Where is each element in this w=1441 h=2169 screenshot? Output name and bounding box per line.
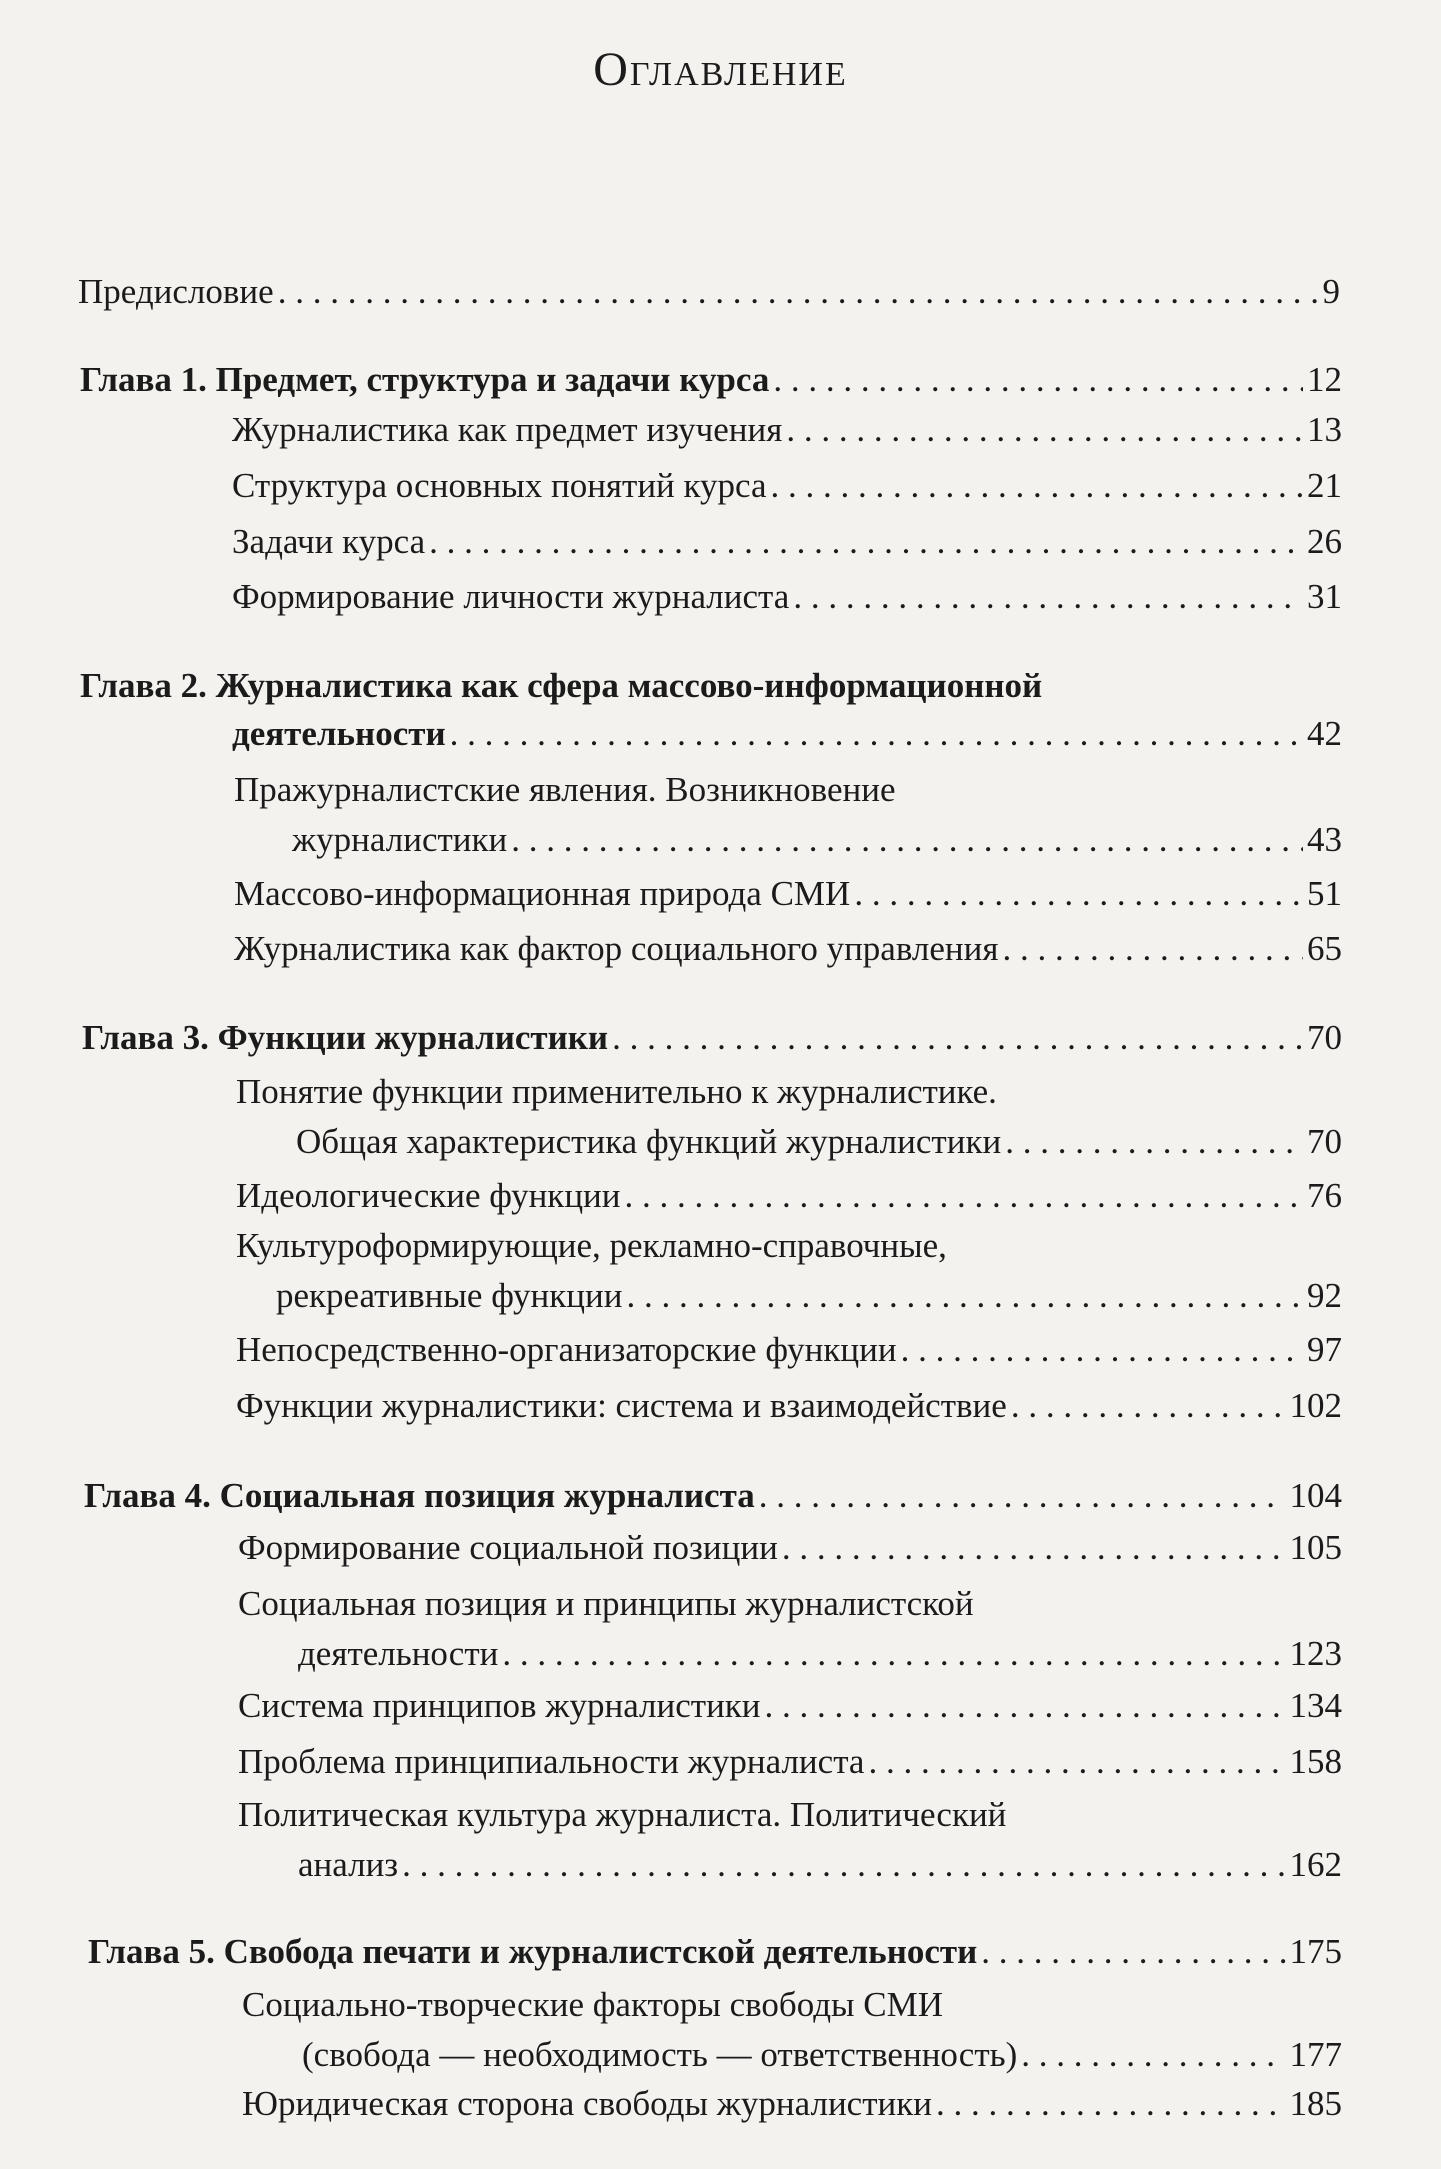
toc-entry-label: Глава 5. Свобода печати и журналистской деятельности	[88, 1932, 978, 1971]
toc-section[interactable]	[242, 2084, 1342, 2124]
dot-leader	[868, 1742, 1285, 1782]
toc-section[interactable]	[238, 1584, 1342, 1674]
dot-leader	[278, 272, 1319, 312]
dot-leader	[502, 1634, 1285, 1674]
toc-page-number: 76	[1307, 1176, 1342, 1215]
toc-page-number: 43	[1307, 820, 1342, 859]
toc-page-number: 175	[1289, 1932, 1342, 1971]
toc-section[interactable]	[238, 1686, 1342, 1726]
toc-entry-label: Глава 1. Предмет, структура и задачи курса	[80, 360, 770, 399]
toc-section[interactable]	[232, 410, 1342, 450]
dot-leader	[626, 1276, 1303, 1316]
dot-leader	[1021, 2035, 1285, 2075]
toc-entry-label: Понятие функции применительно к журналистике.	[236, 1072, 997, 1111]
dot-leader	[625, 1176, 1303, 1216]
toc-page-number: 65	[1307, 929, 1342, 968]
toc-chapter-3[interactable]	[82, 1018, 1342, 1058]
toc-entry-label: Предисловие	[78, 272, 274, 311]
toc-entry-label: Социально-творческие факторы свободы СМИ	[242, 1985, 944, 2024]
toc-page-number: 92	[1307, 1276, 1342, 1315]
toc-entry-label: Проблема принципиальности журналиста	[238, 1742, 865, 1781]
dot-leader	[1002, 929, 1303, 969]
toc-entry-label: Журналистика как предмет изучения	[232, 410, 783, 449]
toc-section[interactable]	[238, 1528, 1342, 1568]
toc-entry-label: Глава 4. Социальная позиция журналиста	[84, 1476, 755, 1515]
toc-section[interactable]	[234, 929, 1342, 969]
toc-entry-preface[interactable]	[78, 272, 1340, 312]
dot-leader	[793, 577, 1303, 617]
dot-leader	[429, 522, 1303, 562]
toc-page-number: 123	[1289, 1634, 1342, 1673]
toc-entry-label-continued: рекреативные функции	[276, 1276, 623, 1315]
toc-section[interactable]	[234, 874, 1342, 914]
toc-section[interactable]	[236, 1176, 1342, 1216]
toc-page-number: 13	[1307, 410, 1342, 449]
toc-entry-label-continued: (свобода — необходимость — ответственность)	[302, 2035, 1018, 2074]
dot-leader	[771, 466, 1303, 506]
dot-leader	[1011, 1386, 1286, 1426]
dot-leader	[511, 820, 1303, 860]
toc-page-number: 51	[1307, 874, 1342, 913]
toc-entry-label: Массово-информационная природа СМИ	[234, 874, 851, 913]
toc-section[interactable]	[236, 1330, 1342, 1370]
toc-entry-label: Социальная позиция и принципы журналистской	[238, 1584, 974, 1623]
toc-section[interactable]	[234, 770, 1342, 860]
toc-page-number: 70	[1307, 1018, 1342, 1057]
toc-chapter-1[interactable]	[80, 360, 1342, 400]
toc-section[interactable]	[232, 522, 1342, 562]
toc-page-number: 9	[1322, 272, 1340, 311]
toc-page-number: 162	[1289, 1845, 1342, 1884]
toc-page-number: 104	[1289, 1476, 1342, 1515]
dot-leader	[854, 874, 1303, 914]
dot-leader	[981, 1932, 1285, 1972]
toc-page-number: 102	[1289, 1386, 1342, 1425]
toc-entry-label: Структура основных понятий курса	[232, 466, 767, 505]
toc-section[interactable]	[242, 1985, 1342, 2075]
dot-leader	[612, 1018, 1303, 1058]
dot-leader	[1005, 1122, 1303, 1162]
toc-page-number: 158	[1289, 1742, 1342, 1781]
dot-leader	[901, 1330, 1303, 1370]
toc-section[interactable]	[232, 466, 1342, 506]
dot-leader	[773, 360, 1303, 400]
dot-leader	[765, 1686, 1286, 1726]
toc-entry-label: Система принципов журналистики	[238, 1686, 761, 1725]
toc-entry-label: Журналистика как фактор социального управления	[234, 929, 999, 968]
toc-page-number: 31	[1307, 577, 1342, 616]
toc-entry-label: Юридическая сторона свободы журналистики	[242, 2084, 932, 2123]
toc-page-number: 21	[1307, 466, 1342, 505]
toc-page-number: 12	[1307, 360, 1342, 399]
toc-entry-label: Идеологические функции	[236, 1176, 621, 1215]
toc-page-number: 177	[1289, 2035, 1342, 2074]
toc-page-number: 26	[1307, 522, 1342, 561]
toc-entry-label-continued: Общая характеристика функций журналистики	[296, 1122, 1002, 1161]
toc-page-number: 97	[1307, 1330, 1342, 1369]
toc-section[interactable]	[232, 577, 1342, 617]
toc-chapter-4[interactable]	[84, 1476, 1342, 1516]
toc-entry-label: Глава 2. Журналистика как сфера массово-информационной	[80, 666, 1043, 705]
dot-leader	[936, 2084, 1286, 2124]
toc-entry-label-continued: журналистики	[292, 820, 508, 859]
toc-page-number: 185	[1289, 2084, 1342, 2123]
toc-section[interactable]	[238, 1795, 1342, 1885]
toc-page-number: 42	[1307, 714, 1342, 753]
toc-entry-label-continued: анализ	[298, 1845, 399, 1884]
toc-entry-label-continued: деятельности	[298, 1634, 499, 1673]
page-title: Оглавление	[593, 43, 848, 96]
toc-page-number: 105	[1289, 1528, 1342, 1567]
toc-section[interactable]	[236, 1226, 1342, 1316]
dot-leader	[759, 1476, 1286, 1516]
toc-entry-label: Задачи курса	[232, 522, 426, 561]
dot-leader	[786, 410, 1303, 450]
toc-entry-label: Формирование социальной позиции	[238, 1528, 778, 1567]
toc-entry-label: Пражурналистские явления. Возникновение	[234, 770, 896, 809]
toc-entry-label: Функции журналистики: система и взаимодействие	[236, 1386, 1007, 1425]
toc-entry-label: Культуроформирующие, рекламно-справочные,	[236, 1226, 947, 1265]
toc-entry-label: Формирование личности журналиста	[232, 577, 790, 616]
dot-leader	[402, 1845, 1285, 1885]
toc-entry-label: Непосредственно-организаторские функции	[236, 1330, 897, 1369]
toc-section[interactable]	[238, 1742, 1342, 1782]
toc-chapter-5[interactable]	[88, 1932, 1342, 1972]
toc-entry-label: Глава 3. Функции журналистики	[82, 1018, 609, 1057]
toc-entry-label: Политическая культура журналиста. Политический	[238, 1795, 1007, 1834]
toc-page-number: 70	[1307, 1122, 1342, 1161]
dot-leader	[782, 1528, 1286, 1568]
dot-leader	[450, 714, 1303, 754]
toc-chapter-2[interactable]	[80, 666, 1342, 754]
toc-entry-label-continued: деятельности	[232, 714, 446, 753]
toc-section[interactable]	[236, 1386, 1342, 1426]
toc-page-number: 134	[1289, 1686, 1342, 1725]
toc-section[interactable]	[236, 1072, 1342, 1162]
